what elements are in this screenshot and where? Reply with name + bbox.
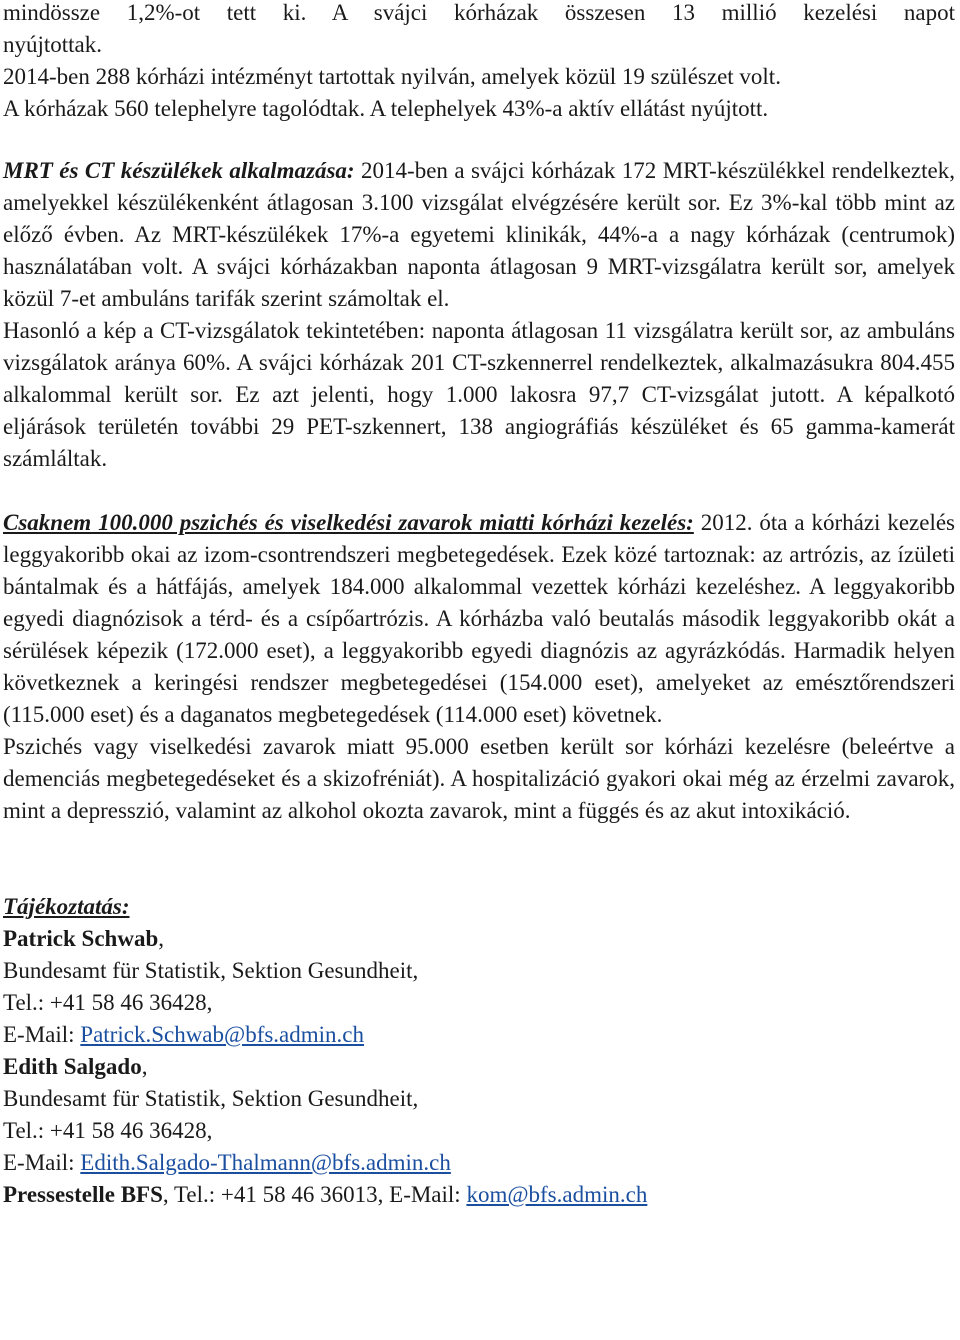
text-line: 2014-ben 288 kórházi intézményt tartottak nyilván, amelyek közül 19 szülészet volt. [3, 64, 781, 89]
contact-phone: Tel.: +41 58 46 36428, [3, 1118, 213, 1143]
contact-label: Tájékoztatás: [3, 894, 130, 919]
paragraph-lead: MRT és CT készülékek alkalmazása: [3, 158, 355, 183]
text-line: A kórházak 560 telephelyre tagolódtak. A telephelyek 43%-a aktív ellátást nyújtott. [3, 96, 769, 121]
intro-paragraph [3, 0, 955, 125]
paragraph-text: A svájci kórházakban naponta átlagosan 9 MRT-vizsgálatra került sor, amelyek közül 7-et ambuláns tarifák szerint számoltak el. [3, 254, 955, 311]
paragraph-text: 2012. óta a kórházi kezelés leggyakoribb okai az izom-csontrendszeri megbetegedések. Ezek közé tartoznak: az artrózis, az ízületi bántalmak és a hátfájás, amelyek 184.000 alkalommal vezettek kórházi kezeléshez. A leggyakoribb egyedi diagnózisok a térd- és a csípőartrózis. A kórházba való beutalás második leggyakoribb okát a sérülések képezik (172.000 eset), a leggyakoribb egyedi diagnózis az agyrázkódás. Harmadik helyen következnek a keringési rendszer megbetegedései (154.000 eset), amelyeket az emésztőrendszeri (115.000 eset) és a daganatos megbetegedések (114.000 eset) követnek. [3, 510, 955, 727]
contact-org: Bundesamt für Statistik, Sektion Gesundheit, [3, 958, 419, 983]
psych-paragraph: Pszichés vagy viselkedési zavarok miatt 95.000 esetben került sor kórházi kezelésre (beleértve a demenciás megbetegedéseket és a skizofréniát). A hospitalizáció gyakori okai még az érzelmi zavarok, mint a depresszió, valamint az alkohol okozta zavarok, mint a függés és az akut intoxikáció. [3, 734, 955, 823]
hospital-treatment-paragraph [3, 507, 955, 731]
email-link[interactable]: Patrick.Schwab@bfs.admin.ch [80, 1022, 365, 1047]
email-prefix: E-Mail: [3, 1022, 81, 1047]
punctuation: , [158, 926, 164, 951]
press-office-name: Pressestelle BFS [3, 1182, 163, 1207]
contact-name: Patrick Schwab [3, 926, 159, 951]
text-line: nyújtottak. [3, 32, 103, 57]
document-page [3, 0, 955, 1211]
press-office-details: , Tel.: +41 58 46 36013, E-Mail: [162, 1182, 467, 1207]
ct-paragraph: Hasonló a kép a CT-vizsgálatok tekintetében: naponta átlagosan 11 vizsgálatra került sor, az ambuláns vizsgálatok aránya 60%. A svájci kórházak 201 CT-szkennerrel rendelkeztek, alkalmazásukra 804.455 alkalommal került sor. Ez azt jelenti, hogy 1.000 lakosra 97,7 CT-vizsgálat jutott. A képalkotó eljárások területén további 29 PET-szkennert, 138 angiográfiás készüléket és 65 gamma-kamerát számláltak. [3, 318, 955, 471]
contact-org: Bundesamt für Statistik, Sektion Gesundheit, [3, 1086, 419, 1111]
email-prefix: E-Mail: [3, 1150, 81, 1175]
email-link[interactable]: kom@bfs.admin.ch [466, 1182, 648, 1207]
mrt-ct-paragraph [3, 155, 955, 315]
paragraph-lead: Csaknem 100.000 pszichés és viselkedési zavarok miatti kórházi kezelés: [3, 510, 694, 535]
contact-phone: Tel.: +41 58 46 36428, [3, 990, 213, 1015]
contact-section [3, 891, 955, 1211]
text-line: mindössze 1,2%-ot tett ki. A svájci kórházak összesen 13 millió kezelési napot [3, 0, 955, 25]
email-link[interactable]: Edith.Salgado-Thalmann@bfs.admin.ch [80, 1150, 451, 1175]
contact-name: Edith Salgado [3, 1054, 142, 1079]
punctuation: , [141, 1054, 148, 1079]
paragraph-text: 2014-ben a svájci kórházak 172 MRT-készülékkel rendelkeztek, amelyekkel készülékenként átlagosan 3.100 vizsgálat elvégzésére került sor. Ez 3%-kal több mint az előző évben. Az MRT-készülékek 17%-a egyetemi klinikák, 44%-a a nagy kórházak (centrumok) használatában volt. [3, 158, 955, 279]
